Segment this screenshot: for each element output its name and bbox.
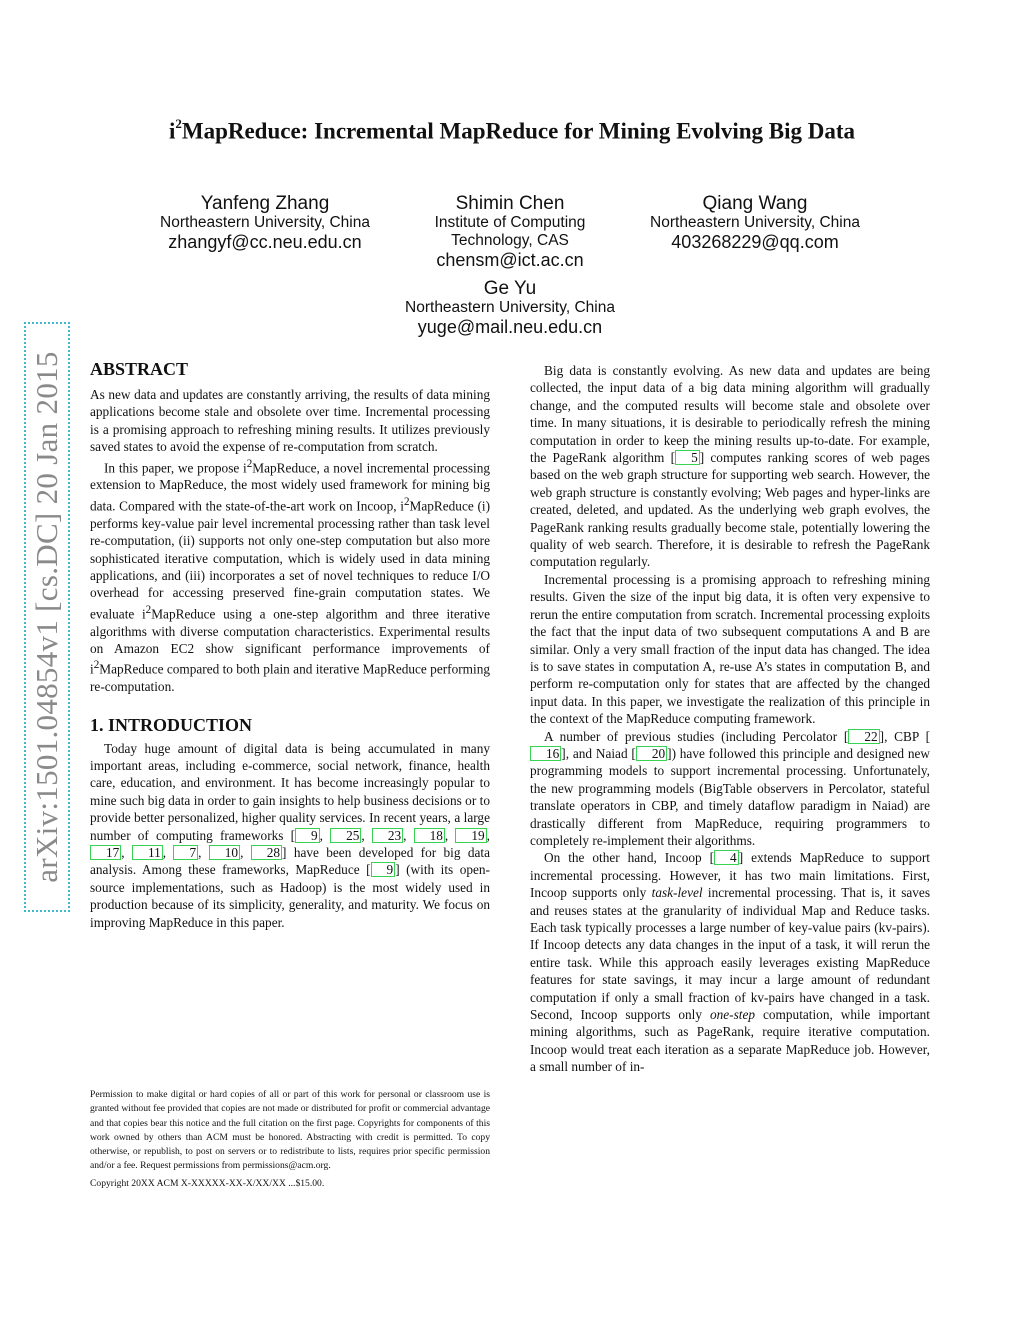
citation-link[interactable]: 20 [636,746,667,761]
arxiv-identifier-box [24,322,70,912]
left-column [90,358,490,931]
introduction-heading: 1. INTRODUCTION [90,714,253,735]
citation-link[interactable]: 25 [330,828,361,843]
author-name: Shimin Chen [455,193,565,214]
introduction-paragraph: On the other hand, Incoop [ 4 ] extends MapReduce to support incremental processing. However, it has two main limitations. First, Incoop supports only task-level incremental processing. That is, it saves and reuses states at the granularity of individual Map and Reduce tasks. Each task typically processes a large number of key-value pairs (kv-pairs). If Incoop detects any data changes in the input of a task, it will rerun the entire task. While this approach easily leverages existing MapReduce features for state savings, it may incur a large amount of redundant computation if only a small fraction of kv-pairs have changed in a task. Second, Incoop supports only one-step computation, while important mining algorithms, such as PageRank, require iterative computation. Incoop would treat each iteration as a separate MapReduce job. However, a small number of in- [530,850,931,1075]
citation-link[interactable]: 23 [372,828,403,843]
author-block [400,194,620,270]
abstract-paragraph: As new data and updates are constantly arriving, the results of data mining applications become stale and obsolete over time. Incremental processing is a promising approach to refreshing mining results. It utilizes previously saved states to avoid the expense of re-computation from scratch. [90,387,490,455]
introduction-paragraph: Incremental processing is a promising approach to refreshing mining results. Given the size of the input big data, it is often very expensive to rerun the entire computation from scratch. Incremental processing exploits the fact that the input data of two subsequent computations A and B are similar. Only a very small fraction of the input data has changed. The idea is to save states in computation A, re-use A’s states in computation B, and perform re-computation only for states that are affected by the changed input data. In this paper, we investigate the realization of this principle in the context of the MapReduce computing framework. [530,571,930,727]
abstract-paragraph: In this paper, we propose $i^2MapReduce$, a novel incremental processing extension to MapReduce, the most widely used framework for mining big data. Compared with the state-of-the-art work on Incoop, $i^2MapReduce$ (i) performs key-value pair level incremental processing rather than task level re-computation, (ii) supports not only one-step computation but also more sophisticated iterative computation, which is widely used in data mining applications, and (iii) incorporates a set of novel techniques to reduce I/O overhead for accessing preserved fine-grain computation states. We evaluate $i^2MapReduce$ using a one-step algorithm and three iterative algorithms with diverse computation characteristics. Experimental results on Amazon EC2 show significant performance improvements of $i^2MapReduce$ compared to both plain and iterative MapReduce performing re-computation. [90,457,491,695]
citation-link[interactable]: 22 [848,729,879,744]
citation-link[interactable]: 28 [251,845,282,860]
introduction-paragraph: Big data is constantly evolving. As new data and updates are being collected, the input data of a big data mining algorithm will gradually change, and the computed results will become stale and obsolete over time. In many situations, it is desirable to periodically refresh the mining computation in order to keep the mining results up-to-date. For example, the PageRank algorithm [ 5 ] computes ranking scores of web pages based on the web graph structure for supporting web search. However, the web graph structure is constantly evolving; Web pages and hyper-links are created, deleted, and updated. As the underlying web graph evolves, the PageRank ranking results gradually become stale, potentially lowering the quality of web search. Therefore, it is desirable to refresh the PageRank computation regularly. [530,363,930,570]
author-name: Yanfeng Zhang [200,193,330,214]
citation-link[interactable]: 17 [90,845,121,860]
paper-title: $i^2MapReduce$: Incremental MapReduce for Mining Evolving Big Data [168,116,856,144]
citation-link[interactable]: 10 [209,845,240,860]
author-email: zhangyf@cc.neu.edu.cn [168,232,362,252]
author-name: Qiang Wang [702,193,808,214]
author-email: chensm@ict.ac.cn [436,250,584,270]
introduction-paragraph: A number of previous studies (including Percolator [ 22 ], CBP [16 ], and Naiad [ 20 ]) have followed this principle and designed new programming models to support incremental processing. Unfortunately, the new programming models (BigTable observers in Percolator, stateful translate operators in CBP, and timely dataflow paradigm in Naiad) are drastically different from MapReduce, requiring programmers to completely re-implement their algorithms. [530,728,930,848]
permission-notice: Permission to make digital or hard copies of all or part of this work for personal or classroom use is granted without fee provided that copies are not made or distributed for profit or commercial advantage and that copies bear this notice and the full citation on the first page. Copyrights for components of this work owned by others than ACM must be honored. Abstracting with credit is permitted. To copy otherwise, or republish, to post on servers or to redistribute to lists, requires prior specific permission and/or a fee. Request permissions from permissions@acm.org. Copyright 20XX ACM X-XXXXX-XX-X/XX/XX ...$15.00. [90,1088,490,1191]
author-email: yuge@mail.neu.edu.cn [417,317,603,337]
author-affiliation: Technology, CAS [451,232,569,249]
author-block [140,194,390,252]
citation-link[interactable]: 4 [714,850,739,865]
author-name: Ge Yu [483,278,537,299]
author-affiliation: Northeastern University, China [650,214,860,231]
citation-link[interactable]: 9 [295,828,320,843]
citation-link[interactable]: 19 [455,828,486,843]
citation-link[interactable]: 9 [371,862,396,877]
introduction-paragraph: Today huge amount of digital data is being accumulated in many important areas, including e-commerce, social network, finance, health care, education, and environment. It has become increasingly popular to mine such big data in order to gain insights to help business decisions or to provide better personalized, higher quality services. In recent years, a large number of computing frameworks [ 9 , 25 , 23 , 18 , 19 , 17 , 11 , 7 , 10 , 28 ] have been developed for big data analysis. Among these frameworks, MapReduce [ 9 ] (with its open-source implementations, such as Hadoop) is the most widely used in production because of its simplicity, generality, and maturity. We focus on improving MapReduce in this paper. [90,740,490,930]
author-block [630,194,880,252]
right-column [530,362,930,1076]
author-affiliation: Institute of Computing [434,214,586,231]
citation-link[interactable]: 11 [132,845,163,860]
citation-link[interactable]: 5 [675,450,700,465]
copyright-line: Copyright 20XX ACM X-XXXXX-XX-X/XX/XX ...$15.00. [90,1177,325,1189]
citation-link[interactable]: 16 [530,746,561,761]
author-block [380,279,640,337]
arxiv-identifier: arXiv:1501.04854v1 [cs.DC] 20 Jan 2015 [29,351,64,883]
author-email: 403268229@qq.com [671,232,839,252]
abstract-heading: ABSTRACT [90,359,189,379]
author-affiliation: Northeastern University, China [405,299,615,316]
citation-link[interactable]: 7 [173,845,198,860]
author-affiliation: Northeastern University, China [160,214,370,231]
citation-link[interactable]: 18 [414,828,445,843]
